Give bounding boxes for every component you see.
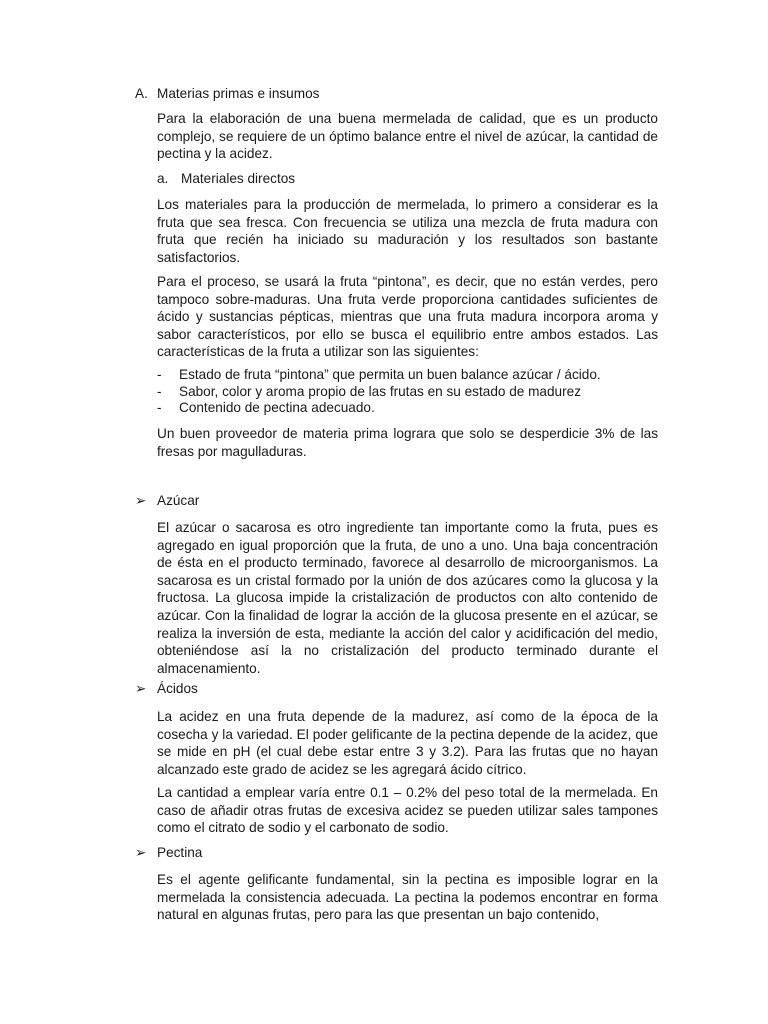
pectina-heading — [135, 845, 202, 861]
arrow-bullet-icon: ➢ — [135, 681, 147, 696]
arrow-bullet-icon: ➢ — [135, 493, 147, 508]
acidos-paragraph-2: La cantidad a emplear varía entre 0.1 – 0.2% del peso total de la mermelada. En caso de añadir otras frutas de excesiva acidez se pueden utilizar sales tampones como el citrato de sodio y el carbonato de sodio. — [157, 785, 658, 836]
list-item — [157, 384, 658, 401]
subsection-heading — [157, 171, 295, 186]
acidos-title: Ácidos — [157, 681, 198, 696]
azucar-paragraph: El azúcar o sacarosa es otro ingrediente tan importante como la fruta, pues es agregado en igual proporción que la fruta, de uno a uno. Una baja concentración de ésta en el producto terminado, favorece al desarrollo de microorganismos. La sacarosa es un cristal formado por la unión de dos azúcares como la glucosa y la fructosa. La glucosa impide la cristalización de productos con alto contenido de azúcar. Con la finalidad de lograr la acción de la glucosa presente en el azúcar, se realiza la inversión de esta, mediante la acción del calor y acidificación del medio, obteniéndose así la no cristalización del producto terminado durante el almacenamiento. — [157, 520, 658, 676]
supplier-paragraph: Un buen proveedor de materia prima lograra que solo se desperdicie 3% de las fresas por magulladuras. — [157, 426, 658, 459]
acidos-paragraph-1: La acidez en una fruta depende de la madurez, así como de la época de la cosecha y la variedad. El poder gelificante de la pectina depende de la acidez, que se mide en pH (el cual debe estar entre 3 y 3.2). Para las frutas que no hayan alcanzado este grado de acidez se les agregará ácido cítrico. — [157, 709, 658, 777]
list-item-text: Estado de fruta “pintona” que permita un buen balance azúcar / ácido. — [179, 367, 601, 382]
fruit-characteristics-list — [157, 367, 658, 417]
list-item-text: Contenido de pectina adecuado. — [179, 400, 375, 415]
list-item-text: Sabor, color y aroma propio de las frutas en su estado de madurez — [179, 383, 581, 399]
section-marker: A. — [135, 86, 148, 101]
list-dash: - — [157, 400, 162, 415]
section-heading — [135, 86, 319, 101]
pectina-paragraph: Es el agente gelificante fundamental, sin la pectina es imposible lograr en la mermelada la consistencia adecuada. La pectina la podemos encontrar en forma natural en algunas frutas, pero para las que presentan un bajo contenido, — [157, 872, 658, 923]
arrow-bullet-icon: ➢ — [135, 845, 147, 860]
intro-paragraph: Para la elaboración de una buena mermelada de calidad, que es un producto complejo, se requiere de un óptimo balance entre el nivel de azúcar, la cantidad de pectina y la acidez. — [157, 111, 658, 162]
list-dash: - — [157, 383, 162, 399]
list-dash: - — [157, 367, 162, 382]
azucar-heading — [135, 493, 199, 509]
materials-paragraph-1: Los materiales para la producción de mermelada, lo primero a considerar es la fruta que sea fresca. Con frecuencia se utiliza una mezcla de fruta madura con fruta que recién ha iniciado su maduración y los resultados son bastante satisfactorios. — [157, 197, 658, 265]
subsection-marker: a. — [157, 171, 169, 186]
list-item — [157, 367, 658, 384]
azucar-title: Azúcar — [157, 493, 200, 508]
pectina-title: Pectina — [157, 845, 203, 860]
list-item — [157, 400, 658, 417]
section-title: Materias primas e insumos — [157, 86, 320, 101]
subsection-title: Materiales directos — [181, 171, 296, 186]
materials-paragraph-2: Para el proceso, se usará la fruta “pintona”, es decir, que no están verdes, pero tampoco sobre-maduras. Una fruta verde proporciona cantidades suficientes de ácido y sustancias pépticas, mientras que una fruta madura incorpora aroma y sabor característicos, por ello se busca el equilibrio entre ambos estados. Las características de la fruta a utilizar son las siguientes: — [157, 274, 658, 360]
acidos-heading — [135, 681, 198, 697]
